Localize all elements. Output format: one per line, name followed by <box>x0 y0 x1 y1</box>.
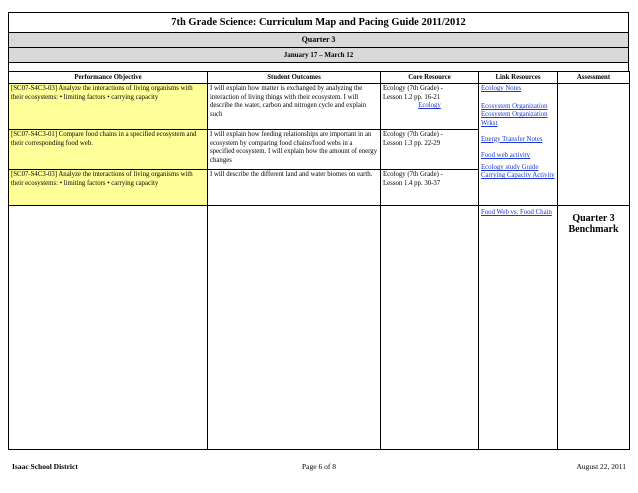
empty-cell <box>381 206 479 450</box>
objective-cell: [SC07-S4C3-03] Analyze the interactions of living organisms with their ecosystems: • limiting factors • carrying capacity <box>9 84 208 130</box>
benchmark-line-1: Quarter 3 <box>572 213 615 224</box>
table-header-row <box>9 72 630 84</box>
empty-cell <box>9 206 208 450</box>
core-resource-lesson: Lesson 1.4 pp. 30-37 <box>383 179 441 187</box>
col-header-assessment: Assessment <box>558 72 630 84</box>
core-resource-title: Ecology (7th Grade) - <box>383 131 443 138</box>
benchmark-line-2: Benchmark <box>568 224 619 235</box>
benchmark-label <box>560 207 627 235</box>
page-number: Page 6 of 8 <box>302 462 336 471</box>
core-resource-link[interactable]: Ecology <box>418 102 441 110</box>
header-spacer <box>8 62 629 71</box>
objective-cell: [SC07-S4C3-03] Analyze the interactions of living organisms with their ecosystems: • limiting factors • carrying capacity <box>9 170 208 206</box>
core-resource-lesson: Lesson 1.2 pp. 16-21 <box>383 93 441 101</box>
footer-date: August 22, 2011 <box>576 462 626 471</box>
outcomes-cell: I will explain how matter is exchanged by analyzing the interaction of living things with their ecosystem. I will describe the water, carbon and nitrogen cycle and explain such <box>208 84 381 130</box>
empty-cell <box>208 206 381 450</box>
col-header-objective: Performance Objective <box>9 72 208 84</box>
link-food-web-activity[interactable]: Food web activity <box>481 152 531 160</box>
link-food-web-vs-food-chain[interactable]: Food Web vs. Food Chain <box>481 209 552 216</box>
link-ecology-notes[interactable]: Ecology Notes <box>481 85 522 92</box>
assessment-cell <box>558 206 630 450</box>
assessment-cell <box>558 84 630 206</box>
link-energy-transfer-notes[interactable]: Energy Transfer Notes <box>481 135 543 143</box>
district-name: Isaac School District <box>12 462 78 471</box>
col-header-links: Link Resources <box>479 72 558 84</box>
table-row <box>9 206 630 450</box>
core-resource-cell <box>381 170 479 206</box>
outcomes-cell: I will describe the different land and water biomes on earth. <box>208 170 381 206</box>
col-header-outcomes: Student Outcomes <box>208 72 381 84</box>
core-resource-lesson: Lesson 1.3 pp. 22-29 <box>383 139 441 147</box>
link-ecosystem-organization-wrkst[interactable]: Ecosystem Organization Wrkst <box>481 111 548 127</box>
link-resources-cell <box>479 84 558 206</box>
core-resource-title: Ecology (7th Grade) - <box>383 171 443 178</box>
link-resources-cell <box>479 206 558 450</box>
curriculum-page <box>8 12 629 450</box>
link-ecology-study-guide[interactable]: Ecology study Guide <box>481 164 539 172</box>
curriculum-table <box>8 71 630 450</box>
quarter-heading: Quarter 3 <box>8 32 629 47</box>
page-title: 7th Grade Science: Curriculum Map and Pacing Guide 2011/2012 <box>8 12 629 32</box>
core-resource-cell <box>381 84 479 130</box>
date-range: January 17 – March 12 <box>8 47 629 62</box>
link-ecosystem-organization[interactable]: Ecosystem Organization <box>481 103 548 111</box>
table-row <box>9 84 630 130</box>
objective-cell: [SC07-S4C3-01] Compare food chains in a specified ecosystem and their corresponding food web. <box>9 130 208 170</box>
outcomes-cell: I will explain how feeding relationships are important in an ecosystem by comparing food chains/food webs in a specified ecosystem. I will explain how the amount of energy changes <box>208 130 381 170</box>
core-resource-title: Ecology (7th Grade) - <box>383 85 443 92</box>
core-resource-cell <box>381 130 479 170</box>
link-carrying-capacity-activity[interactable]: Carrying Capacity Activity <box>481 172 555 180</box>
col-header-core: Core Resource <box>381 72 479 84</box>
